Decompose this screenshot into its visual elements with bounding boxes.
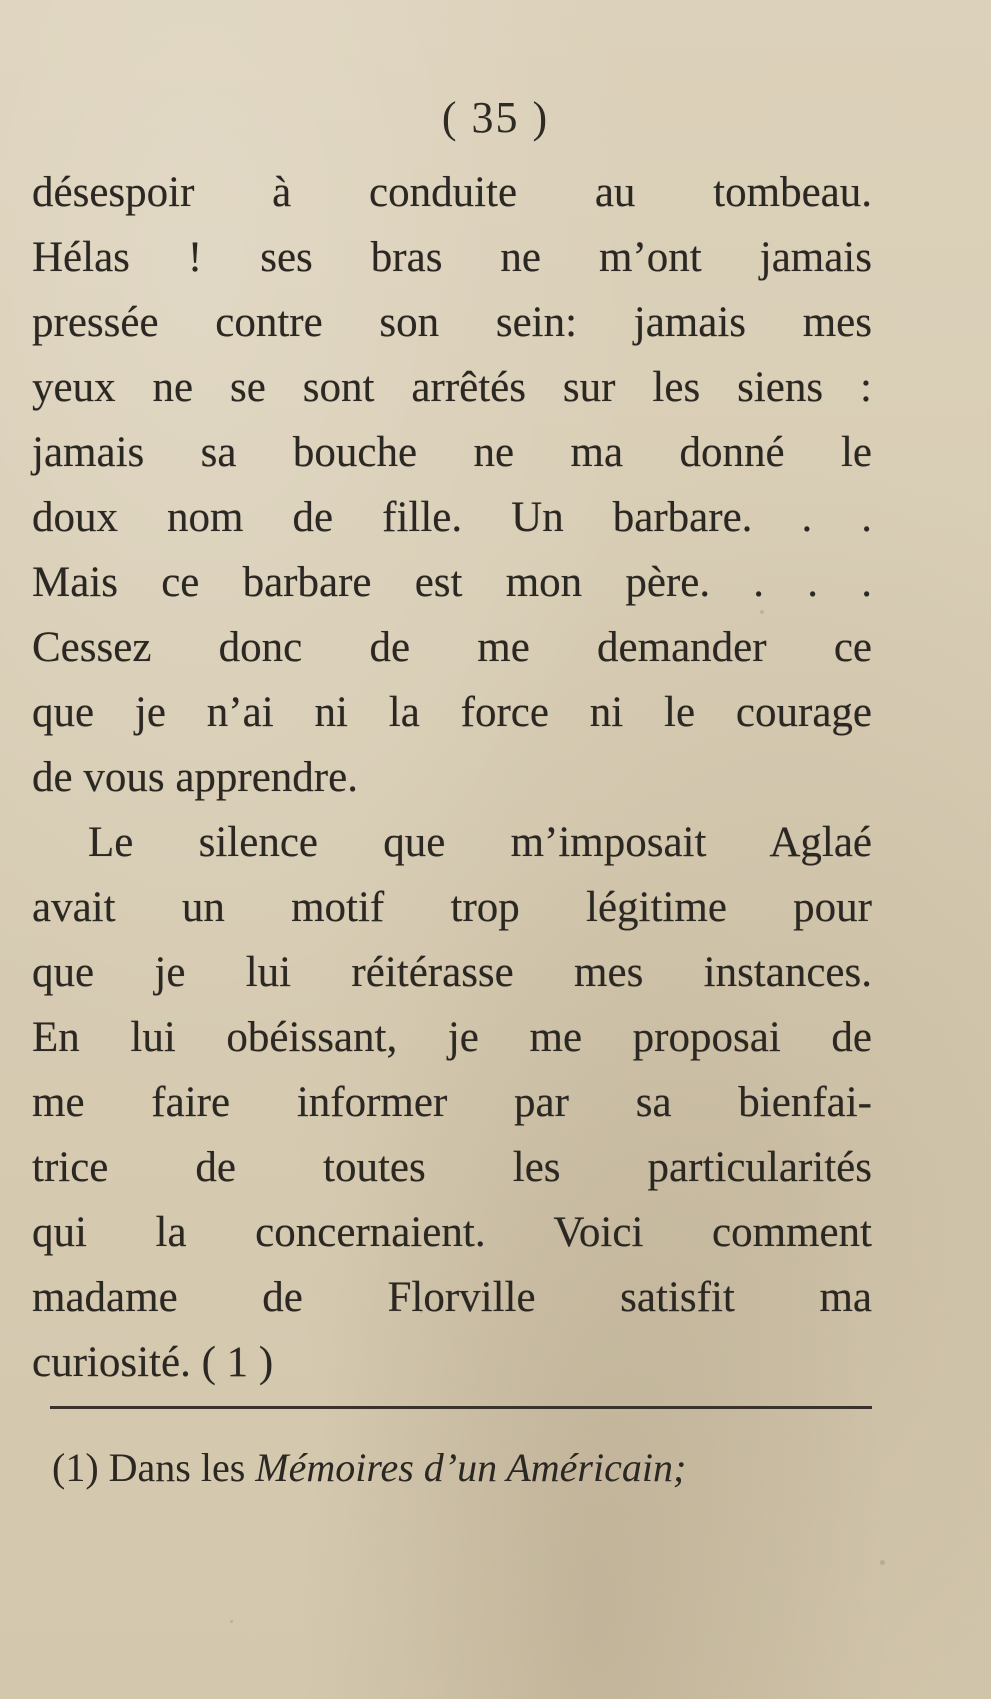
text-line: Hélas ! ses bras ne m’ont jamais	[32, 234, 872, 281]
text-line: que je lui réitérasse mes instances.	[32, 949, 872, 996]
footnote	[52, 1440, 912, 1496]
text-line: doux nom de fille. Un barbare. . .	[32, 494, 872, 541]
page-number: ( 35 )	[441, 93, 550, 142]
text-line: curiosité. ( 1 )	[32, 1339, 274, 1386]
text-line: pressée contre son sein: jamais mes	[32, 299, 872, 346]
paper-speck	[880, 1560, 885, 1565]
text-line: me faire informer par sa bienfai-	[32, 1079, 872, 1126]
text-line: jamais sa bouche ne ma donné le	[32, 429, 872, 476]
footnote-title: Mémoires d’un Américain;	[255, 1445, 687, 1490]
text-line: de vous apprendre.	[32, 754, 358, 801]
body-text	[32, 160, 872, 1395]
text-line: que je n’ai ni la force ni le courage	[32, 689, 872, 736]
text-line: Cessez donc de me demander ce	[32, 624, 872, 671]
footnote-prefix: Dans les	[98, 1445, 256, 1490]
text-line: avait un motif trop légitime pour	[32, 884, 872, 931]
paper-speck	[230, 1620, 233, 1623]
paragraph-start-line: Le silence que m’imposait Aglaé	[88, 819, 872, 866]
text-line: qui la concernaient. Voici comment	[32, 1209, 872, 1256]
text-line: En lui obéissant, je me proposai de	[32, 1014, 872, 1061]
footnote-marker: (1)	[52, 1445, 99, 1490]
footnote-divider	[50, 1406, 872, 1409]
text-line: yeux ne se sont arrêtés sur les siens :	[32, 364, 872, 411]
text-line: madame de Florville satisfit ma	[32, 1274, 872, 1321]
text-line: Mais ce barbare est mon père. . . .	[32, 559, 872, 606]
text-line: trice de toutes les particularités	[32, 1144, 872, 1191]
text-line: désespoir à conduite au tombeau.	[32, 169, 872, 216]
